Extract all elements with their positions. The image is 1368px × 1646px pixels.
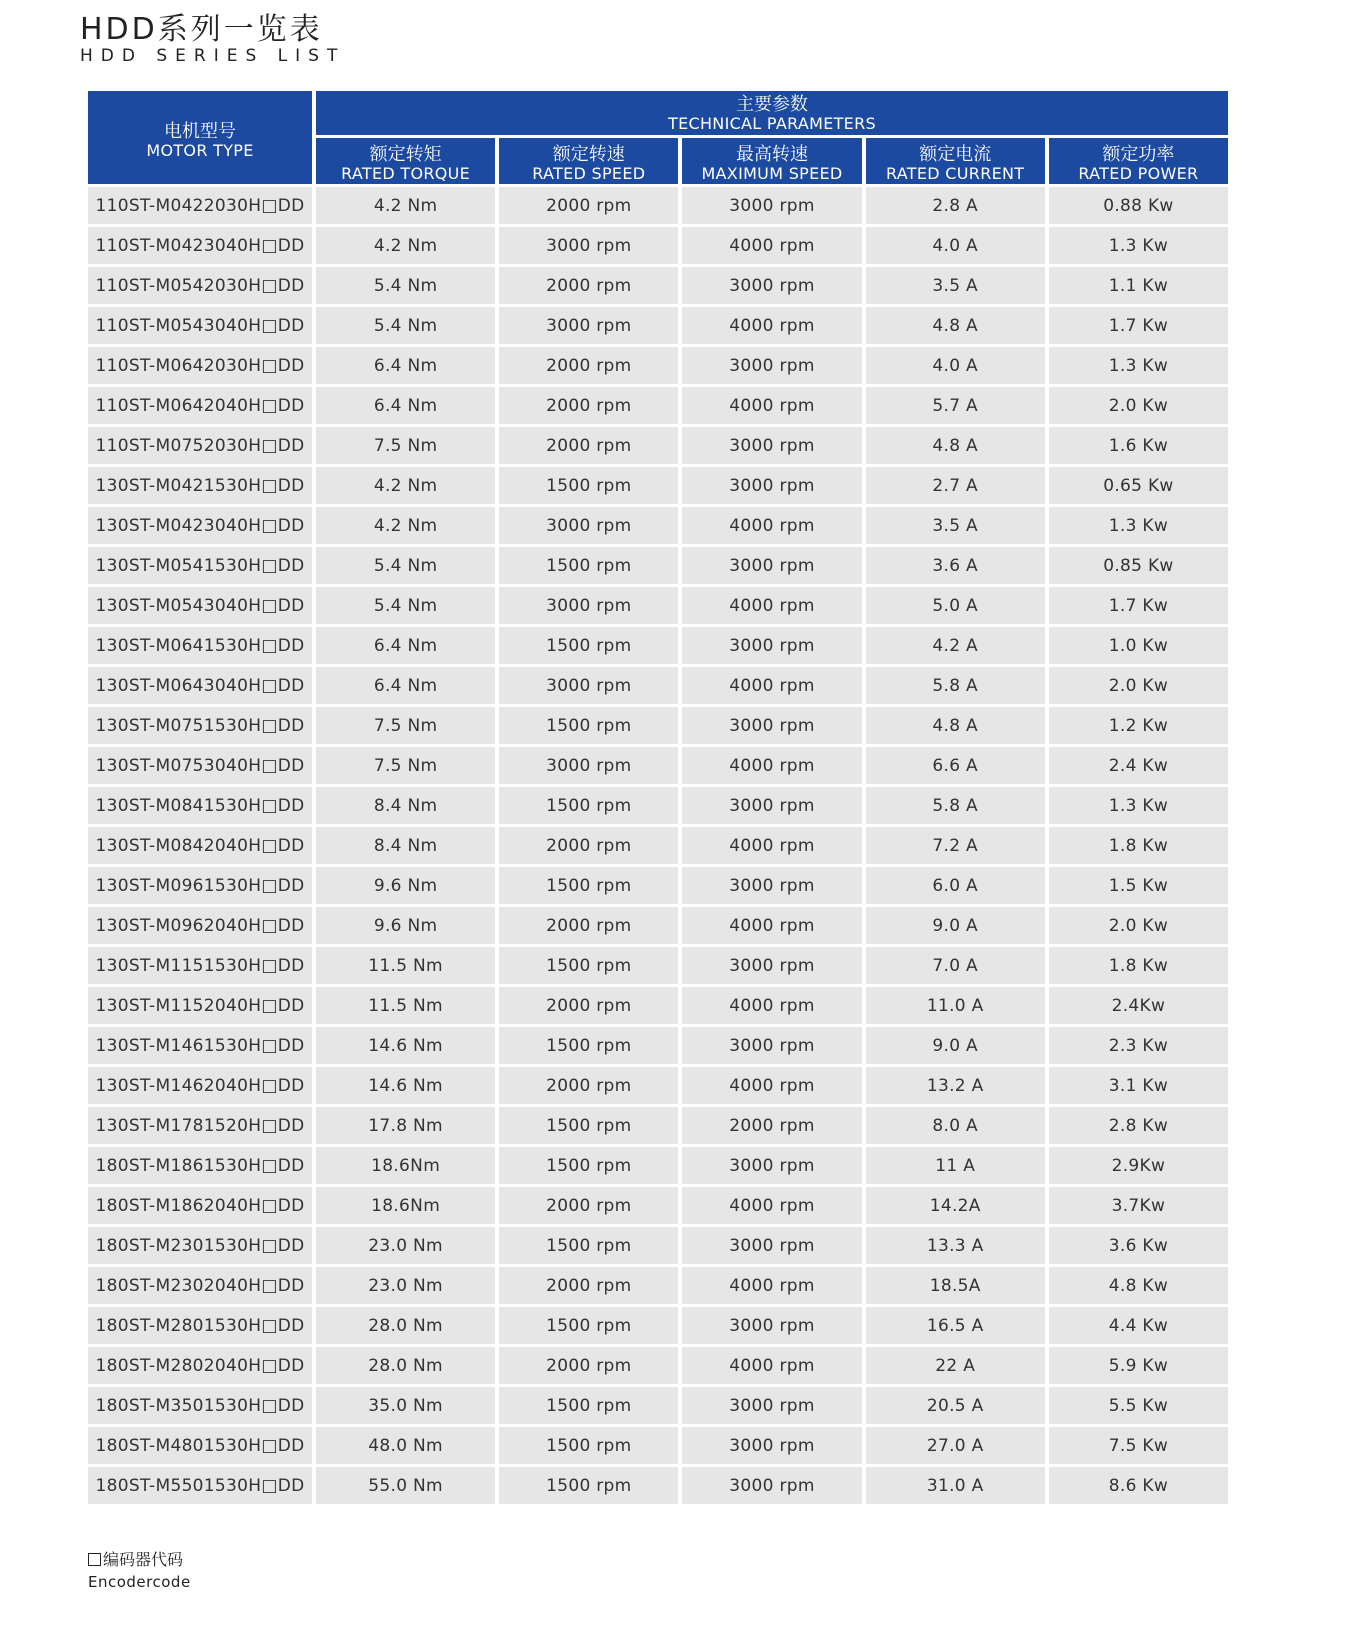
rated-torque-cell: 5.4 Nm bbox=[316, 267, 495, 304]
rated-torque-cell: 28.0 Nm bbox=[316, 1347, 495, 1384]
rated-current-cell: 4.8 A bbox=[866, 427, 1045, 464]
maximum-speed-cell: 3000 rpm bbox=[682, 1147, 861, 1184]
rated-current-cell: 4.0 A bbox=[866, 347, 1045, 384]
table-row bbox=[88, 1187, 1228, 1224]
rated-current-cell: 11.0 A bbox=[866, 987, 1045, 1024]
motor-type-cell: 130ST-M0423040H□DD bbox=[88, 507, 312, 544]
technical-parameters-header bbox=[316, 91, 1228, 135]
rated-torque-cell: 18.6Nm bbox=[316, 1187, 495, 1224]
table-row bbox=[88, 1147, 1228, 1184]
maximum-speed-cell: 3000 rpm bbox=[682, 547, 861, 584]
table-row bbox=[88, 1027, 1228, 1064]
table-row bbox=[88, 547, 1228, 584]
rated-current-cell: 6.0 A bbox=[866, 867, 1045, 904]
motor-type-cell: 130ST-M0641530H□DD bbox=[88, 627, 312, 664]
rated-torque-cell: 8.4 Nm bbox=[316, 827, 495, 864]
table-row bbox=[88, 787, 1228, 824]
rated-torque-cell: 4.2 Nm bbox=[316, 467, 495, 504]
rated-speed-cell: 3000 rpm bbox=[499, 307, 678, 344]
rated-torque-cell: 9.6 Nm bbox=[316, 867, 495, 904]
rated-speed-cell: 3000 rpm bbox=[499, 667, 678, 704]
motor-type-cell: 130ST-M0541530H□DD bbox=[88, 547, 312, 584]
table-row bbox=[88, 267, 1228, 304]
maximum-speed-cell: 4000 rpm bbox=[682, 1347, 861, 1384]
rated-current-cell: 7.0 A bbox=[866, 947, 1045, 984]
maximum-speed-cell: 3000 rpm bbox=[682, 707, 861, 744]
table-header bbox=[88, 91, 1228, 184]
rated-current-cell: 31.0 A bbox=[866, 1467, 1045, 1504]
rated-current-cell: 16.5 A bbox=[866, 1307, 1045, 1344]
rated-speed-cell: 1500 rpm bbox=[499, 627, 678, 664]
motor-type-cell: 110ST-M0422030H□DD bbox=[88, 187, 312, 224]
table-row bbox=[88, 467, 1228, 504]
rated-torque-cell: 6.4 Nm bbox=[316, 627, 495, 664]
table-row bbox=[88, 987, 1228, 1024]
rated-power-cell: 3.6 Kw bbox=[1049, 1227, 1228, 1264]
table-row bbox=[88, 667, 1228, 704]
rated-current-cell: 9.0 A bbox=[866, 1027, 1045, 1064]
motor-type-cell: 130ST-M0751530H□DD bbox=[88, 707, 312, 744]
column-header-en: RATED TORQUE bbox=[341, 163, 471, 183]
rated-current-cell: 4.8 A bbox=[866, 707, 1045, 744]
rated-speed-cell: 1500 rpm bbox=[499, 1227, 678, 1264]
maximum-speed-cell: 3000 rpm bbox=[682, 267, 861, 304]
rated-current-cell: 5.0 A bbox=[866, 587, 1045, 624]
table-row bbox=[88, 907, 1228, 944]
maximum-speed-cell: 2000 rpm bbox=[682, 1107, 861, 1144]
parameter-column-headers bbox=[316, 138, 1228, 184]
encoder-code-note-cn: 编码器代码 bbox=[103, 1550, 184, 1569]
table-row bbox=[88, 867, 1228, 904]
table-row bbox=[88, 1347, 1228, 1384]
rated-current-cell: 22 A bbox=[866, 1347, 1045, 1384]
maximum-speed-cell: 3000 rpm bbox=[682, 1387, 861, 1424]
maximum-speed-cell: 3000 rpm bbox=[682, 1227, 861, 1264]
rated-torque-cell: 11.5 Nm bbox=[316, 987, 495, 1024]
rated-speed-cell: 1500 rpm bbox=[499, 867, 678, 904]
rated-power-cell: 0.85 Kw bbox=[1049, 547, 1228, 584]
maximum-speed-cell: 3000 rpm bbox=[682, 1027, 861, 1064]
motor-type-cell: 130ST-M0753040H□DD bbox=[88, 747, 312, 784]
motor-type-cell: 130ST-M1461530H□DD bbox=[88, 1027, 312, 1064]
rated-power-cell: 1.3 Kw bbox=[1049, 347, 1228, 384]
page-title-cn: HDD系列一览表 bbox=[80, 12, 323, 47]
rated-power-cell: 2.3 Kw bbox=[1049, 1027, 1228, 1064]
page-title-en: HDD SERIES LIST bbox=[80, 46, 346, 66]
rated-current-cell: 5.8 A bbox=[866, 787, 1045, 824]
rated-current-cell: 3.5 A bbox=[866, 507, 1045, 544]
technical-parameters-header-group bbox=[316, 91, 1228, 184]
maximum-speed-cell: 4000 rpm bbox=[682, 827, 861, 864]
column-header-rated-power bbox=[1049, 138, 1228, 184]
motor-type-cell: 130ST-M0421530H□DD bbox=[88, 467, 312, 504]
rated-current-cell: 2.7 A bbox=[866, 467, 1045, 504]
maximum-speed-cell: 4000 rpm bbox=[682, 1187, 861, 1224]
motor-type-header bbox=[88, 91, 312, 184]
rated-speed-cell: 1500 rpm bbox=[499, 1307, 678, 1344]
rated-current-cell: 4.0 A bbox=[866, 227, 1045, 264]
motor-type-cell: 130ST-M1152040H□DD bbox=[88, 987, 312, 1024]
rated-power-cell: 2.4 Kw bbox=[1049, 747, 1228, 784]
rated-speed-cell: 1500 rpm bbox=[499, 1147, 678, 1184]
rated-current-cell: 13.2 A bbox=[866, 1067, 1045, 1104]
rated-power-cell: 1.7 Kw bbox=[1049, 587, 1228, 624]
motor-type-cell: 130ST-M0841530H□DD bbox=[88, 787, 312, 824]
rated-torque-cell: 5.4 Nm bbox=[316, 307, 495, 344]
motor-type-cell: 180ST-M5501530H□DD bbox=[88, 1467, 312, 1504]
maximum-speed-cell: 3000 rpm bbox=[682, 947, 861, 984]
encoder-code-note-en: Encodercode bbox=[88, 1573, 191, 1591]
rated-torque-cell: 23.0 Nm bbox=[316, 1227, 495, 1264]
rated-torque-cell: 7.5 Nm bbox=[316, 707, 495, 744]
rated-power-cell: 1.2 Kw bbox=[1049, 707, 1228, 744]
rated-current-cell: 7.2 A bbox=[866, 827, 1045, 864]
rated-current-cell: 13.3 A bbox=[866, 1227, 1045, 1264]
rated-power-cell: 2.4Kw bbox=[1049, 987, 1228, 1024]
table-row bbox=[88, 827, 1228, 864]
rated-torque-cell: 11.5 Nm bbox=[316, 947, 495, 984]
maximum-speed-cell: 3000 rpm bbox=[682, 347, 861, 384]
maximum-speed-cell: 3000 rpm bbox=[682, 467, 861, 504]
maximum-speed-cell: 4000 rpm bbox=[682, 667, 861, 704]
rated-speed-cell: 1500 rpm bbox=[499, 1027, 678, 1064]
motor-type-cell: 110ST-M0542030H□DD bbox=[88, 267, 312, 304]
rated-power-cell: 1.8 Kw bbox=[1049, 827, 1228, 864]
rated-speed-cell: 2000 rpm bbox=[499, 1067, 678, 1104]
rated-power-cell: 3.1 Kw bbox=[1049, 1067, 1228, 1104]
table-row bbox=[88, 1307, 1228, 1344]
table-row bbox=[88, 747, 1228, 784]
rated-power-cell: 4.4 Kw bbox=[1049, 1307, 1228, 1344]
rated-speed-cell: 1500 rpm bbox=[499, 787, 678, 824]
rated-power-cell: 1.3 Kw bbox=[1049, 227, 1228, 264]
rated-power-cell: 1.6 Kw bbox=[1049, 427, 1228, 464]
rated-current-cell: 5.7 A bbox=[866, 387, 1045, 424]
column-header-en: RATED POWER bbox=[1078, 163, 1199, 183]
maximum-speed-cell: 4000 rpm bbox=[682, 1267, 861, 1304]
rated-current-cell: 2.8 A bbox=[866, 187, 1045, 224]
rated-speed-cell: 2000 rpm bbox=[499, 187, 678, 224]
rated-speed-cell: 2000 rpm bbox=[499, 387, 678, 424]
rated-power-cell: 2.0 Kw bbox=[1049, 667, 1228, 704]
rated-speed-cell: 1500 rpm bbox=[499, 1427, 678, 1464]
rated-torque-cell: 35.0 Nm bbox=[316, 1387, 495, 1424]
maximum-speed-cell: 4000 rpm bbox=[682, 307, 861, 344]
rated-speed-cell: 1500 rpm bbox=[499, 947, 678, 984]
maximum-speed-cell: 4000 rpm bbox=[682, 987, 861, 1024]
table-row bbox=[88, 387, 1228, 424]
motor-type-cell: 130ST-M1462040H□DD bbox=[88, 1067, 312, 1104]
rated-speed-cell: 1500 rpm bbox=[499, 1467, 678, 1504]
motor-type-cell: 110ST-M0423040H□DD bbox=[88, 227, 312, 264]
motor-type-cell: 180ST-M4801530H□DD bbox=[88, 1427, 312, 1464]
maximum-speed-cell: 4000 rpm bbox=[682, 387, 861, 424]
table-row bbox=[88, 507, 1228, 544]
rated-torque-cell: 6.4 Nm bbox=[316, 387, 495, 424]
rated-power-cell: 1.0 Kw bbox=[1049, 627, 1228, 664]
maximum-speed-cell: 4000 rpm bbox=[682, 747, 861, 784]
rated-current-cell: 3.5 A bbox=[866, 267, 1045, 304]
column-header-en: RATED CURRENT bbox=[886, 163, 1025, 183]
column-header-en: MAXIMUM SPEED bbox=[701, 163, 843, 183]
motor-type-cell: 130ST-M1781520H□DD bbox=[88, 1107, 312, 1144]
rated-current-cell: 18.5A bbox=[866, 1267, 1045, 1304]
encoder-code-note bbox=[88, 1550, 183, 1570]
maximum-speed-cell: 3000 rpm bbox=[682, 867, 861, 904]
rated-speed-cell: 2000 rpm bbox=[499, 907, 678, 944]
motor-type-cell: 180ST-M2802040H□DD bbox=[88, 1347, 312, 1384]
maximum-speed-cell: 4000 rpm bbox=[682, 1067, 861, 1104]
column-header-maximum-speed bbox=[682, 138, 861, 184]
motor-type-cell: 110ST-M0752030H□DD bbox=[88, 427, 312, 464]
rated-torque-cell: 14.6 Nm bbox=[316, 1067, 495, 1104]
rated-torque-cell: 6.4 Nm bbox=[316, 347, 495, 384]
rated-speed-cell: 2000 rpm bbox=[499, 1267, 678, 1304]
motor-type-cell: 130ST-M0961530H□DD bbox=[88, 867, 312, 904]
rated-current-cell: 20.5 A bbox=[866, 1387, 1045, 1424]
maximum-speed-cell: 3000 rpm bbox=[682, 1307, 861, 1344]
rated-power-cell: 1.8 Kw bbox=[1049, 947, 1228, 984]
table-row bbox=[88, 227, 1228, 264]
table-row bbox=[88, 187, 1228, 224]
column-header-rated-speed bbox=[499, 138, 678, 184]
rated-current-cell: 14.2A bbox=[866, 1187, 1045, 1224]
column-header-cn: 额定电流 bbox=[919, 143, 992, 165]
table-row bbox=[88, 1267, 1228, 1304]
maximum-speed-cell: 4000 rpm bbox=[682, 587, 861, 624]
rated-torque-cell: 18.6Nm bbox=[316, 1147, 495, 1184]
rated-power-cell: 5.5 Kw bbox=[1049, 1387, 1228, 1424]
technical-parameters-header-cn: 主要参数 bbox=[736, 93, 808, 115]
rated-current-cell: 3.6 A bbox=[866, 547, 1045, 584]
column-header-cn: 额定转矩 bbox=[369, 143, 442, 165]
table-row bbox=[88, 947, 1228, 984]
rated-speed-cell: 2000 rpm bbox=[499, 427, 678, 464]
rated-torque-cell: 7.5 Nm bbox=[316, 747, 495, 784]
rated-torque-cell: 5.4 Nm bbox=[316, 587, 495, 624]
table-row bbox=[88, 627, 1228, 664]
rated-power-cell: 2.0 Kw bbox=[1049, 387, 1228, 424]
motor-type-cell: 180ST-M1862040H□DD bbox=[88, 1187, 312, 1224]
column-header-en: RATED SPEED bbox=[532, 163, 646, 183]
rated-power-cell: 1.7 Kw bbox=[1049, 307, 1228, 344]
rated-speed-cell: 2000 rpm bbox=[499, 347, 678, 384]
rated-torque-cell: 9.6 Nm bbox=[316, 907, 495, 944]
rated-speed-cell: 3000 rpm bbox=[499, 227, 678, 264]
table-body bbox=[88, 187, 1228, 1504]
motor-type-cell: 180ST-M1861530H□DD bbox=[88, 1147, 312, 1184]
maximum-speed-cell: 3000 rpm bbox=[682, 1467, 861, 1504]
technical-parameters-header-en: TECHNICAL PARAMETERS bbox=[668, 113, 876, 133]
motor-type-cell: 110ST-M0642040H□DD bbox=[88, 387, 312, 424]
column-header-cn: 最高转速 bbox=[736, 143, 808, 165]
motor-type-cell: 130ST-M0543040H□DD bbox=[88, 587, 312, 624]
rated-current-cell: 27.0 A bbox=[866, 1427, 1045, 1464]
rated-torque-cell: 7.5 Nm bbox=[316, 427, 495, 464]
maximum-speed-cell: 3000 rpm bbox=[682, 427, 861, 464]
maximum-speed-cell: 3000 rpm bbox=[682, 1427, 861, 1464]
rated-power-cell: 8.6 Kw bbox=[1049, 1467, 1228, 1504]
rated-speed-cell: 2000 rpm bbox=[499, 1187, 678, 1224]
column-header-cn: 额定转速 bbox=[552, 143, 625, 165]
rated-power-cell: 2.8 Kw bbox=[1049, 1107, 1228, 1144]
rated-power-cell: 5.9 Kw bbox=[1049, 1347, 1228, 1384]
hdd-series-table bbox=[88, 91, 1228, 1507]
rated-torque-cell: 4.2 Nm bbox=[316, 187, 495, 224]
rated-power-cell: 0.65 Kw bbox=[1049, 467, 1228, 504]
table-row bbox=[88, 1467, 1228, 1504]
motor-type-cell: 130ST-M0962040H□DD bbox=[88, 907, 312, 944]
rated-torque-cell: 55.0 Nm bbox=[316, 1467, 495, 1504]
motor-type-cell: 110ST-M0642030H□DD bbox=[88, 347, 312, 384]
rated-speed-cell: 2000 rpm bbox=[499, 267, 678, 304]
rated-power-cell: 1.5 Kw bbox=[1049, 867, 1228, 904]
motor-type-header-cn: 电机型号 bbox=[164, 121, 236, 142]
rated-power-cell: 4.8 Kw bbox=[1049, 1267, 1228, 1304]
rated-torque-cell: 4.2 Nm bbox=[316, 227, 495, 264]
table-row bbox=[88, 587, 1228, 624]
rated-current-cell: 4.8 A bbox=[866, 307, 1045, 344]
motor-type-header-en: MOTOR TYPE bbox=[146, 141, 254, 160]
rated-speed-cell: 2000 rpm bbox=[499, 987, 678, 1024]
rated-current-cell: 6.6 A bbox=[866, 747, 1045, 784]
motor-type-cell: 130ST-M0643040H□DD bbox=[88, 667, 312, 704]
maximum-speed-cell: 3000 rpm bbox=[682, 627, 861, 664]
rated-power-cell: 7.5 Kw bbox=[1049, 1427, 1228, 1464]
rated-torque-cell: 28.0 Nm bbox=[316, 1307, 495, 1344]
rated-power-cell: 1.3 Kw bbox=[1049, 507, 1228, 544]
rated-speed-cell: 1500 rpm bbox=[499, 547, 678, 584]
rated-speed-cell: 1500 rpm bbox=[499, 1107, 678, 1144]
motor-type-cell: 180ST-M2301530H□DD bbox=[88, 1227, 312, 1264]
rated-power-cell: 2.0 Kw bbox=[1049, 907, 1228, 944]
rated-torque-cell: 8.4 Nm bbox=[316, 787, 495, 824]
maximum-speed-cell: 4000 rpm bbox=[682, 507, 861, 544]
rated-current-cell: 4.2 A bbox=[866, 627, 1045, 664]
maximum-speed-cell: 3000 rpm bbox=[682, 187, 861, 224]
column-header-rated-current bbox=[866, 138, 1045, 184]
table-row bbox=[88, 1387, 1228, 1424]
column-header-cn: 额定功率 bbox=[1102, 143, 1175, 165]
rated-speed-cell: 3000 rpm bbox=[499, 507, 678, 544]
table-row bbox=[88, 1427, 1228, 1464]
motor-type-cell: 180ST-M2801530H□DD bbox=[88, 1307, 312, 1344]
rated-speed-cell: 1500 rpm bbox=[499, 707, 678, 744]
rated-torque-cell: 23.0 Nm bbox=[316, 1267, 495, 1304]
rated-power-cell: 1.3 Kw bbox=[1049, 787, 1228, 824]
rated-torque-cell: 14.6 Nm bbox=[316, 1027, 495, 1064]
rated-power-cell: 1.1 Kw bbox=[1049, 267, 1228, 304]
rated-current-cell: 9.0 A bbox=[866, 907, 1045, 944]
rated-torque-cell: 5.4 Nm bbox=[316, 547, 495, 584]
rated-speed-cell: 2000 rpm bbox=[499, 1347, 678, 1384]
table-row bbox=[88, 1107, 1228, 1144]
rated-speed-cell: 2000 rpm bbox=[499, 827, 678, 864]
table-row bbox=[88, 707, 1228, 744]
maximum-speed-cell: 4000 rpm bbox=[682, 907, 861, 944]
rated-current-cell: 8.0 A bbox=[866, 1107, 1045, 1144]
motor-type-cell: 130ST-M0842040H□DD bbox=[88, 827, 312, 864]
table-row bbox=[88, 1227, 1228, 1264]
rated-torque-cell: 6.4 Nm bbox=[316, 667, 495, 704]
motor-type-cell: 180ST-M2302040H□DD bbox=[88, 1267, 312, 1304]
rated-torque-cell: 48.0 Nm bbox=[316, 1427, 495, 1464]
motor-type-cell: 110ST-M0543040H□DD bbox=[88, 307, 312, 344]
table-row bbox=[88, 427, 1228, 464]
rated-power-cell: 0.88 Kw bbox=[1049, 187, 1228, 224]
table-row bbox=[88, 307, 1228, 344]
motor-type-cell: 130ST-M1151530H□DD bbox=[88, 947, 312, 984]
motor-type-cell: 180ST-M3501530H□DD bbox=[88, 1387, 312, 1424]
rated-torque-cell: 4.2 Nm bbox=[316, 507, 495, 544]
rated-speed-cell: 3000 rpm bbox=[499, 747, 678, 784]
encoder-placeholder-box-icon bbox=[88, 1553, 101, 1566]
table-row bbox=[88, 347, 1228, 384]
rated-torque-cell: 17.8 Nm bbox=[316, 1107, 495, 1144]
maximum-speed-cell: 4000 rpm bbox=[682, 227, 861, 264]
rated-current-cell: 5.8 A bbox=[866, 667, 1045, 704]
maximum-speed-cell: 3000 rpm bbox=[682, 787, 861, 824]
table-row bbox=[88, 1067, 1228, 1104]
rated-current-cell: 11 A bbox=[866, 1147, 1045, 1184]
rated-power-cell: 2.9Kw bbox=[1049, 1147, 1228, 1184]
rated-power-cell: 3.7Kw bbox=[1049, 1187, 1228, 1224]
rated-speed-cell: 1500 rpm bbox=[499, 1387, 678, 1424]
rated-speed-cell: 3000 rpm bbox=[499, 587, 678, 624]
column-header-rated-torque bbox=[316, 138, 495, 184]
rated-speed-cell: 1500 rpm bbox=[499, 467, 678, 504]
